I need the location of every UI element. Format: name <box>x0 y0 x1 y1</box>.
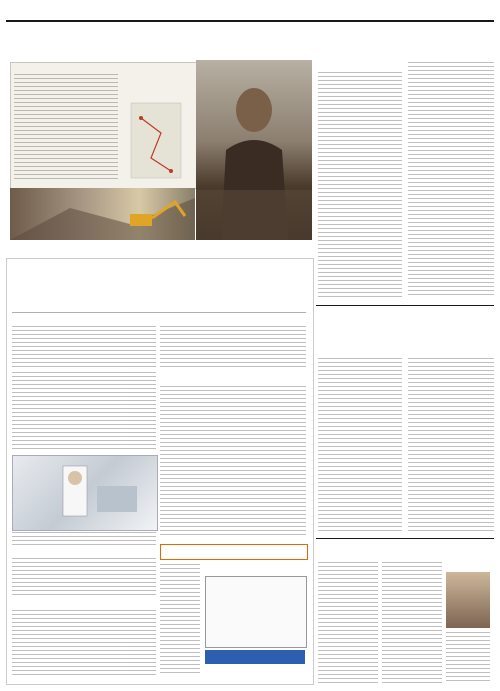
sidebar-3-text-right <box>446 632 490 684</box>
ad-text-1 <box>12 326 156 368</box>
sidebar-3-text-left <box>318 562 378 684</box>
sidebar-text-left <box>318 72 402 298</box>
ad-text-5 <box>160 386 306 536</box>
ad-brand-banner[interactable] <box>205 650 305 664</box>
lab-illustration <box>13 456 157 530</box>
sidebar-2-text-right <box>408 358 494 534</box>
ad-promo-text <box>206 577 306 581</box>
ad-text-6 <box>160 564 200 676</box>
portrait-photo <box>446 572 490 628</box>
sidebar-text-right <box>408 62 494 298</box>
ad-phone-box[interactable] <box>160 544 308 560</box>
artwork-figure <box>196 60 312 240</box>
sculpture-work-photo <box>10 188 195 240</box>
lab-photo <box>12 455 158 531</box>
ad-text-2 <box>12 558 156 598</box>
ad-promo-box <box>205 576 307 648</box>
sidebar-divider <box>316 305 494 306</box>
sidebar-3-text-mid <box>382 562 442 684</box>
ad-text-4 <box>160 326 306 368</box>
sidebar-divider-2 <box>316 538 494 539</box>
ad-divider <box>12 312 306 313</box>
ad-text-3 <box>12 610 156 676</box>
ad-text-1b <box>12 372 156 450</box>
map-timeline-text <box>14 74 118 182</box>
sidebar-2-text-left <box>318 358 402 534</box>
page-header <box>6 4 494 22</box>
excavator-illustration <box>10 188 195 240</box>
lab-caption <box>12 532 156 546</box>
